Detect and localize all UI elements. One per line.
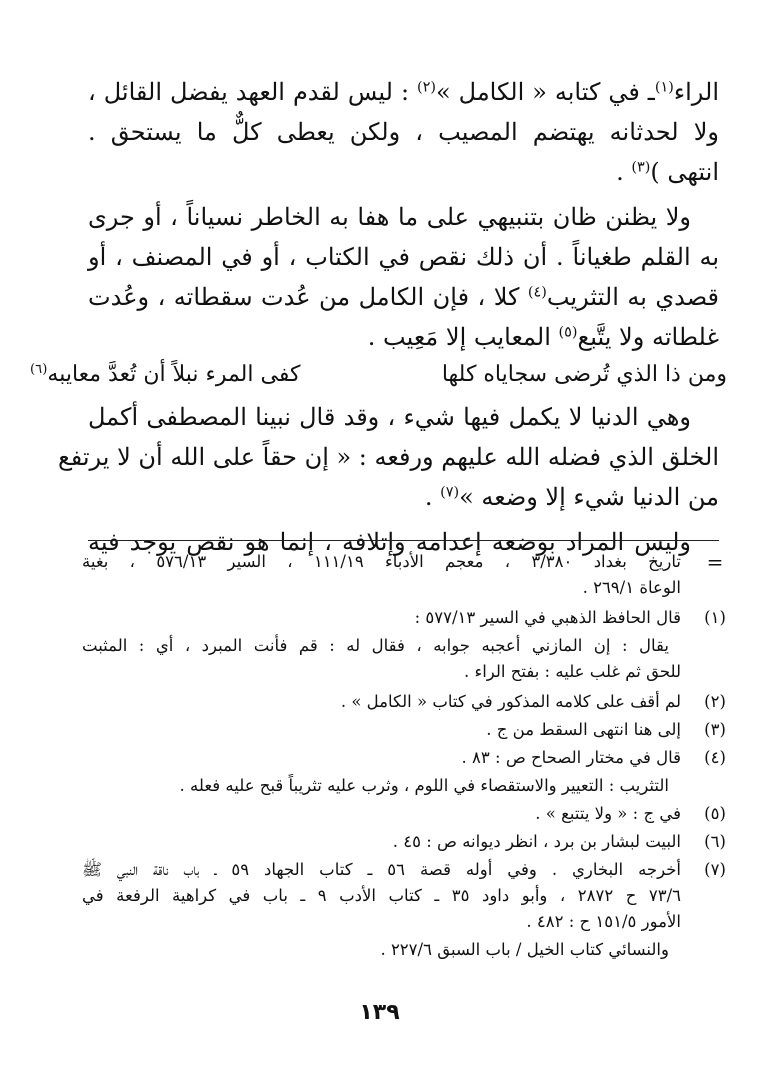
footnote-separator bbox=[88, 540, 719, 541]
footnote-ref[interactable]: (٧) bbox=[440, 484, 460, 501]
text-line bbox=[88, 152, 719, 192]
text-line bbox=[88, 72, 719, 112]
footnote-text: تاريخ بغداد ٣/٣٨٠ ، معجم الأدباء ١١١/١٩ ، السير ٥٧٦/١٣ ، بغية bbox=[82, 552, 681, 571]
footnote-number: (١) bbox=[704, 608, 726, 627]
verse-second-hemistich bbox=[30, 355, 300, 395]
text-line bbox=[88, 317, 719, 357]
footnote-number: (٦) bbox=[704, 832, 726, 851]
footnote-text: البيت لبشار بن برد ، انظر ديوانه ص : ٤٥ . bbox=[392, 832, 681, 851]
text-line: وهي الدنيا لا يكمل فيها شيء ، وقد قال نبينا المصطفى أكمل bbox=[88, 403, 691, 431]
footnote-ref[interactable]: (٤) bbox=[527, 284, 547, 301]
text-run: كفى المرء نبلاً أن تُعدَّ معايبه bbox=[47, 362, 301, 387]
text-line: وليس المراد بوضعه إعدامه وإتلافه ، إنما هو نقص يوجد فيه bbox=[88, 528, 691, 556]
footnote-text: في ج : « ولا يتتبع » . bbox=[535, 804, 681, 823]
text-line: ولا لحدثانه يهتضم المصيب ، ولكن يعطى كلٌّ ما يستحق . bbox=[88, 118, 719, 146]
text-run: . bbox=[616, 158, 632, 186]
continuation-marker: = bbox=[706, 550, 724, 574]
footnote-text: ٧٣/٦ ح ٢٨٧٢ ، وأبو داود ٣٥ ـ كتاب الأدب ٩ ـ باب في كراهية الرفعة في bbox=[82, 886, 681, 905]
footnote-text: الوعاة ٢٦٩/١ . bbox=[582, 578, 681, 597]
footnote-number: (٤) bbox=[704, 748, 726, 767]
text-run: . bbox=[424, 483, 441, 511]
footnote-number: (٢) bbox=[704, 692, 726, 711]
footnote-text: لم أقف على كلامه المذكور في كتاب « الكامل » . bbox=[340, 692, 681, 711]
footnote-text: أخرجه البخاري . وفي أوله قصة ٥٦ ـ كتاب الجهاد ٥٩ ـ باب ناقة النبي ﷺ bbox=[82, 860, 682, 879]
text-line: ولا يظنن ظان بتنبيهي على ما هفا به الخاطر نسياناً ، أو جرى bbox=[88, 203, 691, 231]
text-run: انتهى ) bbox=[650, 158, 719, 186]
text-run: الراء bbox=[673, 78, 720, 106]
footnote-text: والنسائي كتاب الخيل / باب السبق ٢٢٧/٦ . bbox=[380, 940, 669, 959]
text-run: كلا ، فإن الكامل من عُدت سقطاته ، وعُدت bbox=[88, 283, 528, 311]
text-line bbox=[88, 477, 719, 517]
footnote-ref[interactable]: (٥) bbox=[558, 324, 578, 341]
footnote-ref[interactable]: (٦) bbox=[30, 362, 48, 378]
text-line: الخلق الذي فضله الله عليهم ورفعه : « إن حقاً على الله أن لا يرتفع bbox=[57, 443, 719, 471]
text-run: غلطاته ولا يتَّبع bbox=[577, 323, 719, 351]
footnote-number: (٧) bbox=[704, 860, 726, 879]
footnote-text: يقال : إن المازني أعجبه جوابه ، فقال له : قم فأنت المبرد ، أي : المثبت bbox=[82, 636, 669, 655]
text-run: من الدنيا شيء إلا وضعه » bbox=[459, 483, 719, 511]
text-run: ـ في كتابه « الكامل » bbox=[436, 78, 655, 106]
footnote-number: (٣) bbox=[704, 720, 726, 739]
verse-first-hemistich: ومن ذا الذي تُرضى سجاياه كلها bbox=[441, 362, 727, 387]
footnote-text: قال الحافظ الذهبي في السير ٥٧٧/١٣ : bbox=[414, 608, 681, 627]
text-run: قصدي به التثريب bbox=[546, 283, 719, 311]
page-number: ١٣٩ bbox=[359, 1000, 400, 1025]
text-run: : ليس لقدم العهد يفضل القائل ، bbox=[88, 78, 418, 106]
footnote-text: إلى هنا انتهى السقط من ج . bbox=[486, 720, 681, 739]
footnote-ref[interactable]: (١) bbox=[654, 79, 674, 96]
footnote-text: قال في مختار الصحاح ص : ٨٣ . bbox=[461, 748, 681, 767]
footnote-ref[interactable]: (٣) bbox=[631, 159, 651, 176]
footnote-text: التثريب : التعيير والاستقصاء في اللوم ، وثرب عليه تثريباً قبح عليه فعله . bbox=[179, 776, 669, 795]
text-line: به القلم طغياناً . أن ذلك نقص في الكتاب ، أو في المصنف ، أو bbox=[88, 243, 719, 271]
text-run: المعايب إلا مَعِيب . bbox=[367, 323, 559, 351]
footnote-text: للحق ثم غلب عليه : بفتح الراء . bbox=[463, 662, 681, 681]
text-line bbox=[88, 277, 719, 317]
footnote-ref[interactable]: (٢) bbox=[417, 79, 436, 96]
footnote-number: (٥) bbox=[704, 804, 726, 823]
footnote-text: الأمور ١٥١/٥ ح : ٤٨٢ . bbox=[526, 912, 681, 931]
